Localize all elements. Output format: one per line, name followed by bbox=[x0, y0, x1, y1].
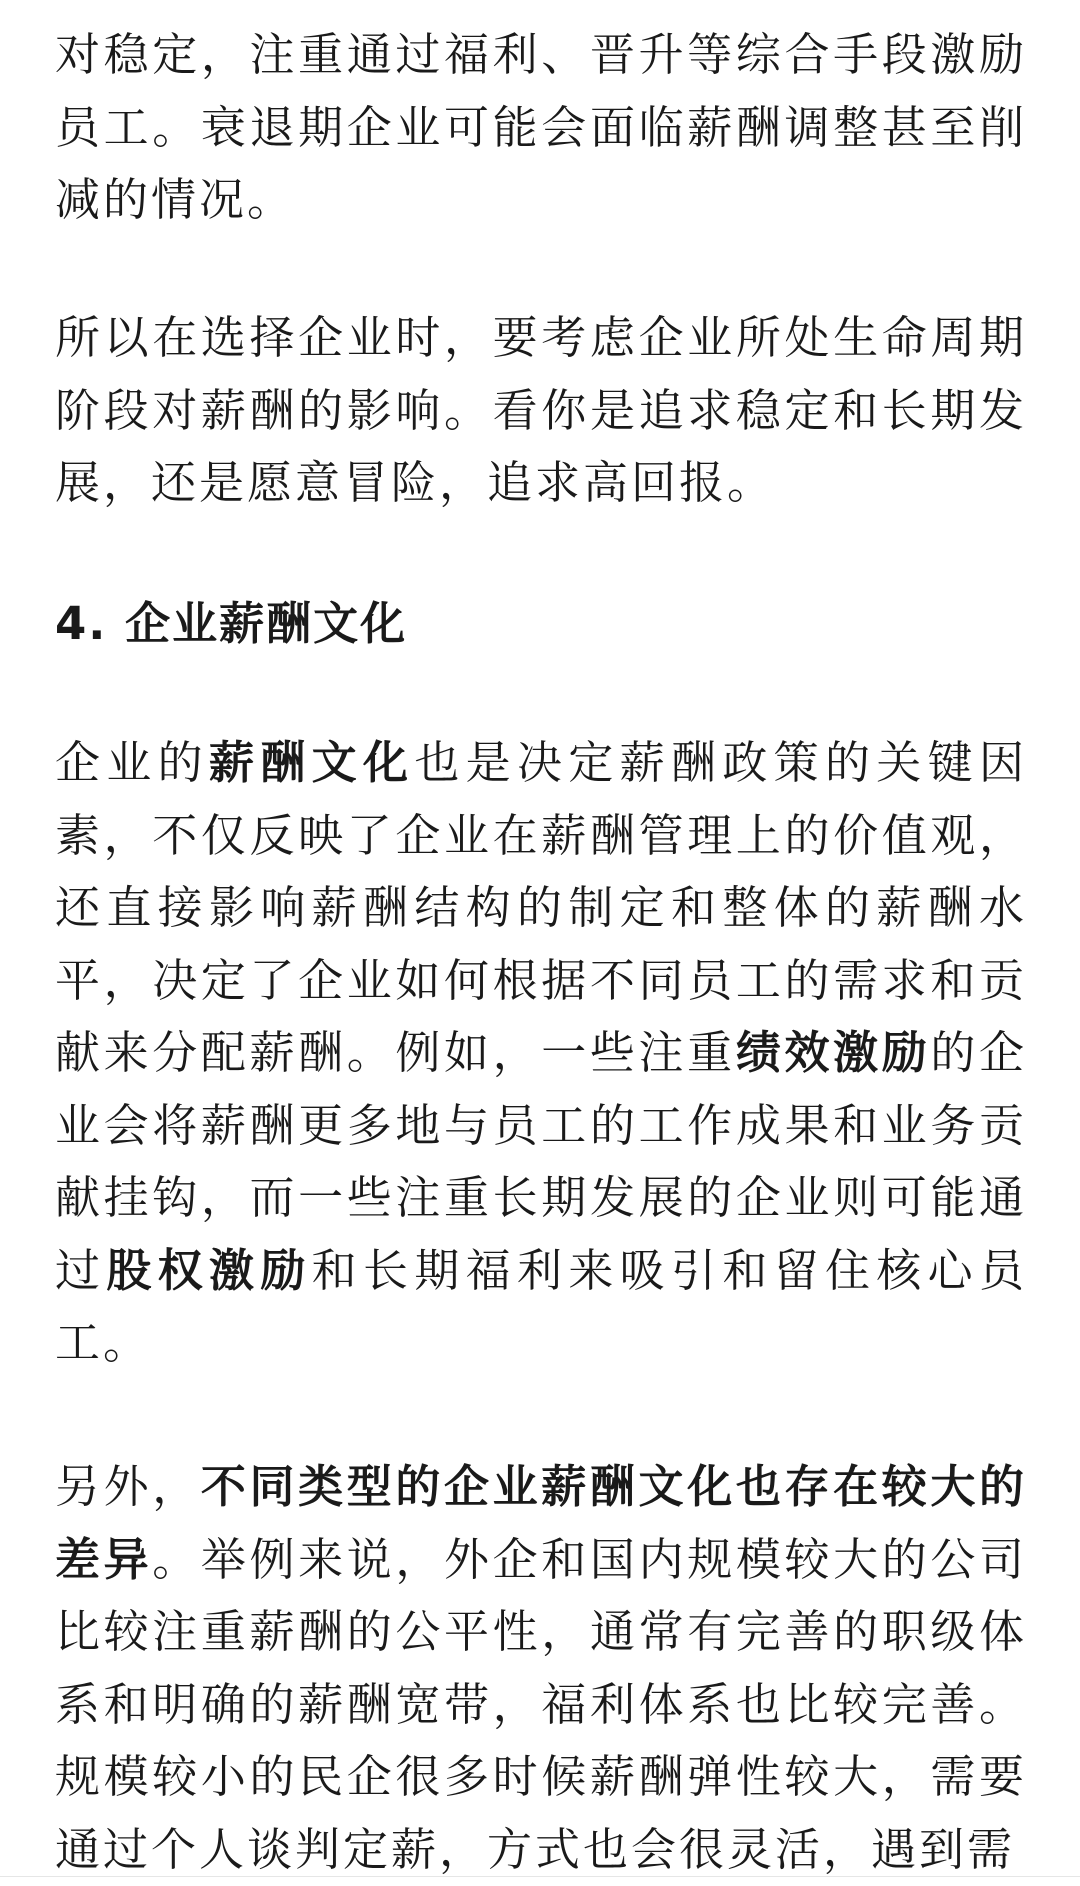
text-run: 也是决定薪酬政策的关键因素，不仅反映了企业在薪酬管理上的价值观，还直接影响薪酬结构的制定和整体的薪酬水平，决定了企业如何根据不同员工的需求和贡献来分配薪酬。例如，一些注重 bbox=[55, 736, 1027, 1079]
text-run: 企业的 bbox=[55, 736, 209, 789]
text-run: 的企业会将薪酬更多地与员工的工作成果和业务贡献挂钩，而一些注重长期发展的企业则可能通过 bbox=[55, 1026, 1027, 1297]
paragraph-lifecycle-advice: 所以在选择企业时，要考虑企业所处生命周期阶段对薪酬的影响。看你是追求稳定和长期发展，还是愿意冒险，追求高回报。 bbox=[55, 311, 1027, 509]
text-run: 另外， bbox=[55, 1460, 201, 1513]
bold-term-salary-culture: 薪酬文化 bbox=[209, 736, 415, 789]
paragraph-lifecycle-end: 对稳定，注重通过福利、晋升等综合手段激励员工。衰退期企业可能会面临薪酬调整甚至削减的情况。 bbox=[55, 28, 1027, 226]
bottom-divider bbox=[0, 1876, 1080, 1877]
text-run: 。举例来说，外企和国内规模较大的公司比较注重薪酬的公平性，通常有完善的职级体系和明确的薪酬宽带，福利体系也比较完善。规模较小的民企很多时候薪酬弹性较大，需要通过个人谈判定薪，方式也会很灵活，遇到需 bbox=[55, 1532, 1027, 1876]
paragraph-salary-culture bbox=[55, 727, 1027, 1380]
bold-term-performance-incentive: 绩效激励 bbox=[735, 1026, 931, 1079]
section-heading-salary-culture: 4. 企业薪酬文化 bbox=[55, 597, 408, 650]
paragraph-culture-differences bbox=[55, 1451, 1027, 1886]
text-run: 和长期福利来吸引和留住核心员工。 bbox=[55, 1243, 1027, 1369]
bold-term-culture-differences: 不同类型的企业薪酬文化也存在较大的差异 bbox=[55, 1460, 1027, 1586]
bold-term-equity-incentive: 股权激励 bbox=[106, 1243, 312, 1297]
